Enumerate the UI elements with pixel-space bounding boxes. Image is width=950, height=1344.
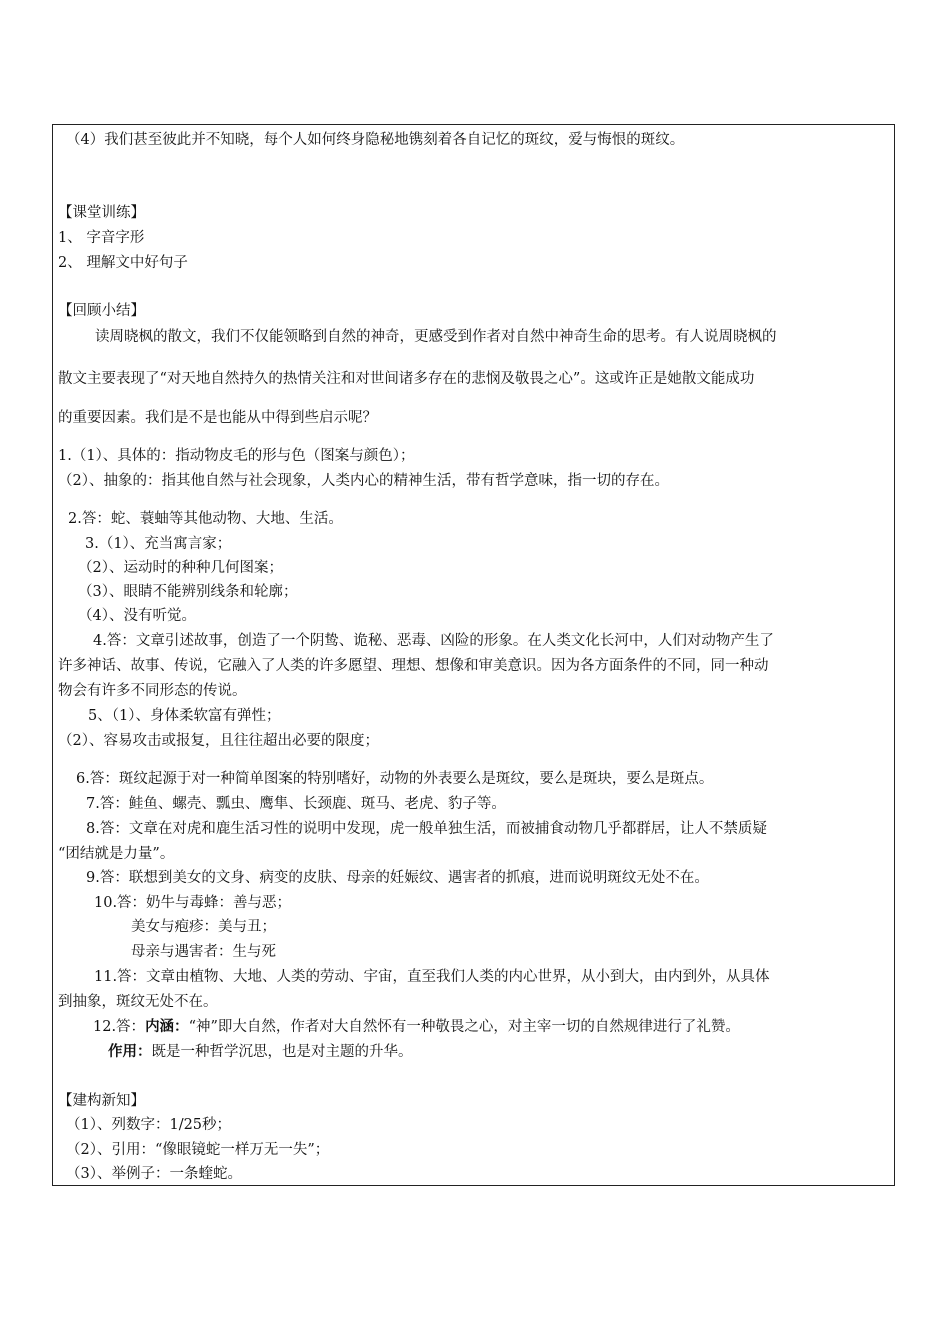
answer-12-line-1 [93,1018,740,1036]
new-knowledge-item: （1）、列数字：1/25秒； [66,1117,232,1133]
answer-line: 7.答：鲑鱼、螺壳、瓢虫、鹰隼、长颈鹿、斑马、老虎、豹子等。 [86,796,506,812]
answer-line: 10.答：奶牛与毒蜂：善与恶； [94,895,292,911]
new-knowledge-item: （3）、举例子：一条蝰蛇。 [66,1166,242,1182]
answer-line: “团结就是力量”。 [58,846,175,862]
answer-line: 1.（1）、具体的：指动物皮毛的形与色（图案与颜色）； [58,448,415,464]
answer-line: 11.答：文章由植物、大地、人类的劳动、宇宙，直至我们人类的内心世界，从小到大，由内到外，从具体 [94,969,770,985]
training-heading: 【课堂训练】 [58,205,145,221]
new-knowledge-item: （2）、引用：“像眼镜蛇一样万无一失”； [66,1142,330,1158]
answer-line: 5、（1）、身体柔软富有弹性； [88,708,281,724]
answer-12-label-function: 作用： [108,1043,152,1060]
summary-line: 读周晓枫的散文，我们不仅能领略到自然的神奇，更感受到作者对自然中神奇生命的思考。有人说周晓枫的 [95,329,777,345]
answer-line: 3.（1）、充当寓言家； [85,536,232,552]
answer-line: 4.答：文章引述故事，创造了一个阴鸷、诡秘、恶毒、凶险的形象。在人类文化长河中，人们对动物产生了 [93,633,774,649]
training-item: 1、 字音字形 [58,230,145,246]
answer-line: 美女与疱疹：美与丑； [131,919,276,935]
answer-line: 2.答：蛇、蓑蚰等其他动物、大地、生活。 [68,511,343,527]
answer-12-text-function: 既是一种哲学沉思，也是对主题的升华。 [151,1044,413,1060]
answer-line: 到抽象，斑纹无处不在。 [58,994,218,1010]
training-item: 2、 理解文中好句子 [58,255,188,271]
answer-line: （3）、眼睛不能辨别线条和轮廓； [78,584,298,600]
answer-line: 9.答：联想到美女的文身、病变的皮肤、母亲的妊娠纹、遇害者的抓痕，进而说明斑纹无处不在。 [86,870,709,886]
answer-line: 8.答：文章在对虎和鹿生活习性的说明中发现，虎一般单独生活，而被捕食动物几乎都群居，让人不禁质疑 [86,821,767,837]
answer-line: （2）、运动时的种种几何图案； [78,560,283,576]
answer-line: 母亲与遇害者：生与死 [131,944,276,960]
answer-line: （4）、没有听觉。 [78,608,196,624]
answer-12-text-meaning: “神”即大自然，作者对大自然怀有一种敬畏之心，对主宰一切的自然规律进行了礼赞。 [188,1019,740,1035]
answer-12-line-2 [108,1043,413,1061]
answer-line: 物会有许多不同形态的传说。 [58,683,247,699]
intro-line: （4）我们甚至彼此并不知晓，每个人如何终身隐秘地镌刻着各自记忆的斑纹，爱与悔恨的斑纹。 [66,132,685,148]
answer-line: 许多神话、故事、传说，它融入了人类的许多愿望、理想、想像和审美意识。因为各方面条件的不同，同一种动 [58,658,769,674]
answer-12-prefix: 12.答： [93,1019,146,1035]
summary-line: 的重要因素。我们是不是也能从中得到些启示呢？ [58,410,377,426]
answer-12-label-meaning: 内涵： [145,1018,189,1035]
summary-line: 散文主要表现了“对天地自然持久的热情关注和对世间诸多存在的悲悯及敬畏之心”。这或许正是她散文能成功 [58,371,755,387]
summary-heading: 【回顾小结】 [58,303,145,319]
new-knowledge-heading: 【建构新知】 [58,1093,145,1109]
answer-line: （2）、容易攻击或报复，且往往超出必要的限度； [58,733,379,749]
answer-line: （2）、抽象的：指其他自然与社会现象，人类内心的精神生活，带有哲学意味，指一切的存在。 [58,473,669,489]
answer-line: 6.答：斑纹起源于对一种简单图案的特别嗜好，动物的外表要么是斑纹，要么是斑块，要么是斑点。 [76,771,714,787]
